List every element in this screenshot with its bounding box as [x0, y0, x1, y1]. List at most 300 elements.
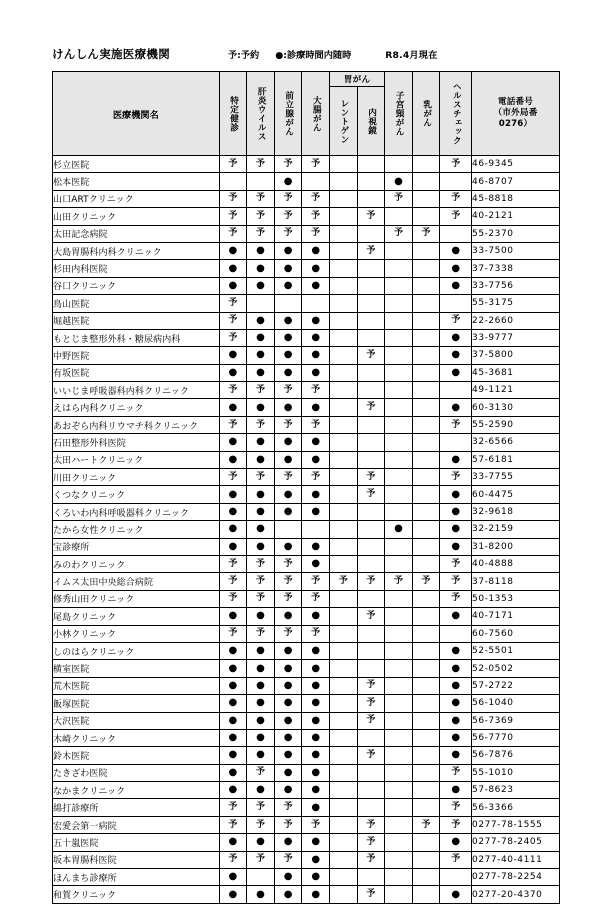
- cell-prostate-cancer: ●: [274, 747, 302, 764]
- cell-tokutei-kenshin: ●: [219, 886, 247, 903]
- cell-health-check: ●: [440, 521, 472, 538]
- cell-cervical-cancer: [385, 469, 413, 486]
- cell-colorectal-cancer: ●: [302, 329, 330, 346]
- cell-breast-cancer: [412, 399, 440, 416]
- table-row: [53, 242, 560, 259]
- cell-hepatitis-virus: ●: [247, 608, 275, 625]
- cell-telephone: 45-8818: [472, 190, 560, 207]
- cell-telephone: 55-1010: [472, 764, 560, 781]
- cell-colorectal-cancer: 予: [302, 208, 330, 225]
- cell-tokutei-kenshin: 予: [219, 190, 247, 207]
- cell-stomach-xray: 予: [329, 573, 357, 590]
- cell-breast-cancer: [412, 486, 440, 503]
- cell-tokutei-kenshin: ●: [219, 869, 247, 886]
- cell-breast-cancer: [412, 642, 440, 659]
- cell-tokutei-kenshin: ●: [219, 712, 247, 729]
- cell-cervical-cancer: [385, 347, 413, 364]
- table-row: [53, 190, 560, 207]
- cell-hepatitis-virus: ●: [247, 747, 275, 764]
- header-prostate-cancer: 前立腺がん: [274, 72, 302, 156]
- cell-stomach-xray: [329, 799, 357, 816]
- header-xray: レントゲン: [329, 87, 357, 156]
- cell-tokutei-kenshin: ●: [219, 538, 247, 555]
- cell-stomach-endoscopy: [357, 764, 385, 781]
- cell-cervical-cancer: [385, 382, 413, 399]
- cell-colorectal-cancer: 予: [302, 416, 330, 433]
- cell-tokutei-kenshin: ●: [219, 242, 247, 259]
- table-row: [53, 764, 560, 781]
- cell-health-check: ●: [440, 451, 472, 468]
- cell-colorectal-cancer: 予: [302, 382, 330, 399]
- cell-colorectal-cancer: ●: [302, 486, 330, 503]
- cell-stomach-endoscopy: [357, 434, 385, 451]
- cell-hepatitis-virus: 予: [247, 851, 275, 868]
- cell-health-check: ●: [440, 399, 472, 416]
- cell-tokutei-kenshin: 予: [219, 469, 247, 486]
- cell-cervical-cancer: [385, 886, 413, 903]
- cell-telephone: 56-1040: [472, 695, 560, 712]
- cell-telephone: 37-8118: [472, 573, 560, 590]
- cell-institution-name: 木崎クリニック: [53, 729, 220, 746]
- cell-colorectal-cancer: 予: [302, 625, 330, 642]
- cell-telephone: 50-1353: [472, 590, 560, 607]
- cell-institution-name: 太田ハートクリニック: [53, 451, 220, 468]
- table-row: [53, 469, 560, 486]
- table-row: [53, 869, 560, 886]
- cell-stomach-endoscopy: [357, 451, 385, 468]
- cell-prostate-cancer: 予: [274, 816, 302, 833]
- table-row: [53, 590, 560, 607]
- cell-telephone: 33-7500: [472, 242, 560, 259]
- cell-institution-name: 大島胃腸科内科クリニック: [53, 242, 220, 259]
- cell-health-check: ●: [440, 242, 472, 259]
- cell-cervical-cancer: [385, 799, 413, 816]
- cell-stomach-endoscopy: [357, 521, 385, 538]
- cell-stomach-xray: [329, 364, 357, 381]
- table-row: [53, 225, 560, 242]
- cell-hepatitis-virus: ●: [247, 242, 275, 259]
- page-title: けんしん実施医療機関: [52, 47, 170, 61]
- cell-institution-name: 太田記念病院: [53, 225, 220, 242]
- cell-prostate-cancer: ●: [274, 608, 302, 625]
- cell-tokutei-kenshin: 予: [219, 416, 247, 433]
- cell-breast-cancer: [412, 503, 440, 520]
- cell-breast-cancer: [412, 521, 440, 538]
- cell-breast-cancer: [412, 747, 440, 764]
- cell-health-check: ●: [440, 642, 472, 659]
- cell-prostate-cancer: ●: [274, 886, 302, 903]
- cell-cervical-cancer: [385, 869, 413, 886]
- cell-prostate-cancer: [274, 295, 302, 312]
- cell-institution-name: 川田クリニック: [53, 469, 220, 486]
- cell-institution-name: 大沢医院: [53, 712, 220, 729]
- cell-tokutei-kenshin: 予: [219, 799, 247, 816]
- cell-stomach-endoscopy: [357, 329, 385, 346]
- cell-breast-cancer: [412, 260, 440, 277]
- cell-institution-name: 谷口クリニック: [53, 277, 220, 294]
- cell-prostate-cancer: ●: [274, 834, 302, 851]
- cell-hepatitis-virus: ●: [247, 503, 275, 520]
- cell-prostate-cancer: 予: [274, 156, 302, 173]
- cell-tokutei-kenshin: 予: [219, 312, 247, 329]
- cell-stomach-xray: [329, 190, 357, 207]
- header-breast-cancer: 乳がん: [412, 72, 440, 156]
- cell-prostate-cancer: 予: [274, 851, 302, 868]
- table-row: [53, 782, 560, 799]
- cell-breast-cancer: 予: [412, 816, 440, 833]
- cell-colorectal-cancer: ●: [302, 712, 330, 729]
- cell-hepatitis-virus: ●: [247, 834, 275, 851]
- cell-institution-name: くつなクリニック: [53, 486, 220, 503]
- cell-telephone: 49-1121: [472, 382, 560, 399]
- cell-prostate-cancer: ●: [274, 242, 302, 259]
- table-row: [53, 260, 560, 277]
- cell-colorectal-cancer: ●: [302, 677, 330, 694]
- cell-breast-cancer: [412, 156, 440, 173]
- cell-cervical-cancer: [385, 608, 413, 625]
- cell-colorectal-cancer: ●: [302, 729, 330, 746]
- table-row: [53, 312, 560, 329]
- table-row: [53, 816, 560, 833]
- cell-breast-cancer: [412, 660, 440, 677]
- table-row: [53, 399, 560, 416]
- cell-hepatitis-virus: ●: [247, 486, 275, 503]
- cell-health-check: 予: [440, 851, 472, 868]
- cell-hepatitis-virus: ●: [247, 642, 275, 659]
- cell-colorectal-cancer: 予: [302, 225, 330, 242]
- cell-hepatitis-virus: ●: [247, 729, 275, 746]
- cell-prostate-cancer: 予: [274, 625, 302, 642]
- table-row: [53, 329, 560, 346]
- cell-colorectal-cancer: ●: [302, 277, 330, 294]
- cell-tokutei-kenshin: 予: [219, 295, 247, 312]
- cell-stomach-endoscopy: 予: [357, 712, 385, 729]
- cell-cervical-cancer: ●: [385, 173, 413, 190]
- cell-breast-cancer: [412, 869, 440, 886]
- cell-tokutei-kenshin: 予: [219, 590, 247, 607]
- cell-hepatitis-virus: [247, 295, 275, 312]
- cell-cervical-cancer: [385, 364, 413, 381]
- cell-stomach-endoscopy: 予: [357, 834, 385, 851]
- cell-stomach-endoscopy: 予: [357, 208, 385, 225]
- cell-breast-cancer: [412, 712, 440, 729]
- cell-institution-name: 五十嵐医院: [53, 834, 220, 851]
- cell-hepatitis-virus: ●: [247, 538, 275, 555]
- cell-cervical-cancer: 予: [385, 573, 413, 590]
- header-institution-name: 医療機関名: [53, 72, 220, 156]
- cell-stomach-xray: [329, 312, 357, 329]
- cell-stomach-endoscopy: [357, 295, 385, 312]
- cell-tokutei-kenshin: 予: [219, 851, 247, 868]
- cell-cervical-cancer: [385, 834, 413, 851]
- cell-colorectal-cancer: 予: [302, 156, 330, 173]
- cell-prostate-cancer: ●: [274, 347, 302, 364]
- table-header: [53, 72, 560, 156]
- cell-health-check: [440, 173, 472, 190]
- cell-stomach-endoscopy: [357, 869, 385, 886]
- cell-colorectal-cancer: ●: [302, 451, 330, 468]
- cell-stomach-xray: [329, 434, 357, 451]
- cell-prostate-cancer: ●: [274, 642, 302, 659]
- cell-cervical-cancer: [385, 555, 413, 572]
- cell-cervical-cancer: [385, 486, 413, 503]
- cell-hepatitis-virus: 予: [247, 469, 275, 486]
- cell-health-check: [440, 869, 472, 886]
- cell-telephone: 40-4888: [472, 555, 560, 572]
- legend: [228, 47, 438, 61]
- cell-health-check: [440, 625, 472, 642]
- cell-tokutei-kenshin: ●: [219, 695, 247, 712]
- cell-breast-cancer: 予: [412, 573, 440, 590]
- cell-cervical-cancer: [385, 782, 413, 799]
- cell-stomach-xray: [329, 416, 357, 433]
- cell-breast-cancer: [412, 190, 440, 207]
- cell-prostate-cancer: ●: [274, 503, 302, 520]
- cell-colorectal-cancer: 予: [302, 190, 330, 207]
- cell-telephone: 37-5800: [472, 347, 560, 364]
- cell-stomach-endoscopy: [357, 590, 385, 607]
- cell-stomach-endoscopy: [357, 382, 385, 399]
- cell-hepatitis-virus: ●: [247, 712, 275, 729]
- cell-health-check: 予: [440, 416, 472, 433]
- cell-telephone: 32-6566: [472, 434, 560, 451]
- header-health-check: ヘルスチェック: [440, 72, 472, 156]
- cell-hepatitis-virus: 予: [247, 208, 275, 225]
- cell-stomach-xray: [329, 208, 357, 225]
- cell-prostate-cancer: ●: [274, 729, 302, 746]
- cell-institution-name: 綿打診療所: [53, 799, 220, 816]
- table-row: [53, 364, 560, 381]
- cell-cervical-cancer: ●: [385, 521, 413, 538]
- cell-cervical-cancer: [385, 625, 413, 642]
- cell-telephone: 52-5501: [472, 642, 560, 659]
- cell-institution-name: なかまクリニック: [53, 782, 220, 799]
- cell-cervical-cancer: 予: [385, 225, 413, 242]
- cell-stomach-xray: [329, 886, 357, 903]
- cell-health-check: ●: [440, 347, 472, 364]
- cell-tokutei-kenshin: ●: [219, 764, 247, 781]
- cell-colorectal-cancer: ●: [302, 312, 330, 329]
- cell-cervical-cancer: [385, 277, 413, 294]
- cell-colorectal-cancer: ●: [302, 764, 330, 781]
- cell-stomach-xray: [329, 677, 357, 694]
- cell-prostate-cancer: ●: [274, 660, 302, 677]
- cell-stomach-xray: [329, 260, 357, 277]
- cell-cervical-cancer: [385, 434, 413, 451]
- cell-prostate-cancer: 予: [274, 190, 302, 207]
- cell-colorectal-cancer: ●: [302, 242, 330, 259]
- cell-breast-cancer: [412, 277, 440, 294]
- cell-health-check: ●: [440, 712, 472, 729]
- cell-colorectal-cancer: ●: [302, 660, 330, 677]
- cell-stomach-xray: [329, 538, 357, 555]
- header-tokutei-kenshin: 特定健診: [219, 72, 247, 156]
- cell-institution-name: 中野医院: [53, 347, 220, 364]
- cell-tokutei-kenshin: [219, 173, 247, 190]
- cell-health-check: ●: [440, 834, 472, 851]
- table-row: [53, 573, 560, 590]
- cell-stomach-xray: [329, 625, 357, 642]
- cell-health-check: ●: [440, 677, 472, 694]
- cell-stomach-endoscopy: [357, 799, 385, 816]
- cell-breast-cancer: [412, 416, 440, 433]
- cell-hepatitis-virus: 予: [247, 573, 275, 590]
- cell-stomach-endoscopy: 予: [357, 816, 385, 833]
- table-row: [53, 677, 560, 694]
- cell-colorectal-cancer: [302, 295, 330, 312]
- cell-institution-name: 杉田内科医院: [53, 260, 220, 277]
- header-colorectal-cancer: 大腸がん: [302, 72, 330, 156]
- cell-cervical-cancer: [385, 642, 413, 659]
- cell-tokutei-kenshin: ●: [219, 451, 247, 468]
- cell-prostate-cancer: ●: [274, 764, 302, 781]
- cell-health-check: ●: [440, 729, 472, 746]
- cell-colorectal-cancer: ●: [302, 869, 330, 886]
- cell-stomach-endoscopy: 予: [357, 242, 385, 259]
- cell-tokutei-kenshin: 予: [219, 625, 247, 642]
- header-endoscopy: 内視鏡: [357, 87, 385, 156]
- cell-cervical-cancer: [385, 660, 413, 677]
- cell-stomach-endoscopy: [357, 173, 385, 190]
- cell-prostate-cancer: 予: [274, 799, 302, 816]
- table-row: [53, 625, 560, 642]
- cell-health-check: ●: [440, 782, 472, 799]
- cell-hepatitis-virus: 予: [247, 382, 275, 399]
- cell-institution-name: 飯塚医院: [53, 695, 220, 712]
- cell-prostate-cancer: 予: [274, 208, 302, 225]
- cell-tokutei-kenshin: 予: [219, 156, 247, 173]
- cell-stomach-xray: [329, 712, 357, 729]
- cell-health-check: ●: [440, 486, 472, 503]
- cell-stomach-endoscopy: [357, 364, 385, 381]
- cell-breast-cancer: [412, 312, 440, 329]
- cell-tokutei-kenshin: ●: [219, 347, 247, 364]
- cell-telephone: 0277-40-4111: [472, 851, 560, 868]
- cell-stomach-xray: [329, 503, 357, 520]
- cell-prostate-cancer: ●: [274, 173, 302, 190]
- cell-prostate-cancer: 予: [274, 416, 302, 433]
- cell-prostate-cancer: ●: [274, 677, 302, 694]
- cell-prostate-cancer: ●: [274, 329, 302, 346]
- cell-telephone: 45-3681: [472, 364, 560, 381]
- cell-health-check: 予: [440, 469, 472, 486]
- cell-stomach-xray: [329, 277, 357, 294]
- cell-institution-name: 有坂医院: [53, 364, 220, 381]
- cell-institution-name: 杉立医院: [53, 156, 220, 173]
- cell-cervical-cancer: [385, 156, 413, 173]
- cell-breast-cancer: [412, 242, 440, 259]
- cell-stomach-xray: [329, 782, 357, 799]
- cell-stomach-endoscopy: 予: [357, 399, 385, 416]
- cell-hepatitis-virus: ●: [247, 260, 275, 277]
- cell-cervical-cancer: [385, 295, 413, 312]
- cell-stomach-xray: [329, 695, 357, 712]
- cell-telephone: 60-3130: [472, 399, 560, 416]
- cell-telephone: 40-7171: [472, 608, 560, 625]
- cell-tokutei-kenshin: 予: [219, 816, 247, 833]
- cell-tokutei-kenshin: 予: [219, 555, 247, 572]
- cell-tokutei-kenshin: 予: [219, 573, 247, 590]
- cell-telephone: 31-8200: [472, 538, 560, 555]
- table-row: [53, 712, 560, 729]
- cell-breast-cancer: [412, 382, 440, 399]
- cell-colorectal-cancer: 予: [302, 590, 330, 607]
- cell-telephone: 60-7560: [472, 625, 560, 642]
- cell-cervical-cancer: [385, 260, 413, 277]
- cell-telephone: 46-8707: [472, 173, 560, 190]
- cell-telephone: 40-2121: [472, 208, 560, 225]
- cell-colorectal-cancer: ●: [302, 782, 330, 799]
- cell-breast-cancer: [412, 834, 440, 851]
- cell-prostate-cancer: ●: [274, 260, 302, 277]
- table-row: [53, 642, 560, 659]
- cell-stomach-xray: [329, 642, 357, 659]
- cell-tokutei-kenshin: ●: [219, 364, 247, 381]
- cell-stomach-xray: [329, 660, 357, 677]
- cell-institution-name: 堀越医院: [53, 312, 220, 329]
- cell-breast-cancer: [412, 347, 440, 364]
- cell-telephone: 55-2590: [472, 416, 560, 433]
- cell-breast-cancer: [412, 295, 440, 312]
- cell-telephone: 57-8623: [472, 782, 560, 799]
- cell-prostate-cancer: ●: [274, 695, 302, 712]
- cell-institution-name: 修秀山田クリニック: [53, 590, 220, 607]
- cell-tokutei-kenshin: ●: [219, 260, 247, 277]
- header-telephone: [472, 72, 560, 156]
- cell-prostate-cancer: ●: [274, 364, 302, 381]
- table-row: [53, 695, 560, 712]
- cell-prostate-cancer: ●: [274, 712, 302, 729]
- cell-institution-name: みのわクリニック: [53, 555, 220, 572]
- header-telephone-line1: 電話番号: [497, 97, 534, 108]
- cell-prostate-cancer: 予: [274, 555, 302, 572]
- cell-stomach-endoscopy: [357, 555, 385, 572]
- cell-colorectal-cancer: ●: [302, 747, 330, 764]
- cell-institution-name: 和賀クリニック: [53, 886, 220, 903]
- cell-prostate-cancer: ●: [274, 399, 302, 416]
- cell-cervical-cancer: [385, 851, 413, 868]
- cell-stomach-endoscopy: [357, 503, 385, 520]
- cell-prostate-cancer: [274, 521, 302, 538]
- cell-hepatitis-virus: ●: [247, 399, 275, 416]
- cell-breast-cancer: [412, 451, 440, 468]
- cell-stomach-xray: [329, 486, 357, 503]
- cell-tokutei-kenshin: ●: [219, 834, 247, 851]
- cell-telephone: 56-7369: [472, 712, 560, 729]
- cell-stomach-xray: [329, 590, 357, 607]
- cell-telephone: 57-6181: [472, 451, 560, 468]
- table-row: [53, 486, 560, 503]
- cell-cervical-cancer: [385, 747, 413, 764]
- cell-prostate-cancer: ●: [274, 869, 302, 886]
- cell-prostate-cancer: ●: [274, 451, 302, 468]
- cell-health-check: 予: [440, 590, 472, 607]
- cell-health-check: ●: [440, 886, 472, 903]
- cell-tokutei-kenshin: ●: [219, 399, 247, 416]
- cell-stomach-xray: [329, 156, 357, 173]
- cell-telephone: 55-3175: [472, 295, 560, 312]
- cell-institution-name: あおぞら内科リウマチ科クリニック: [53, 416, 220, 433]
- cell-stomach-endoscopy: 予: [357, 747, 385, 764]
- cell-institution-name: 荒木医院: [53, 677, 220, 694]
- cell-institution-name: 宝診療所: [53, 538, 220, 555]
- cell-stomach-xray: [329, 834, 357, 851]
- cell-stomach-endoscopy: [357, 156, 385, 173]
- cell-cervical-cancer: [385, 208, 413, 225]
- cell-stomach-xray: [329, 347, 357, 364]
- cell-prostate-cancer: 予: [274, 573, 302, 590]
- cell-cervical-cancer: 予: [385, 190, 413, 207]
